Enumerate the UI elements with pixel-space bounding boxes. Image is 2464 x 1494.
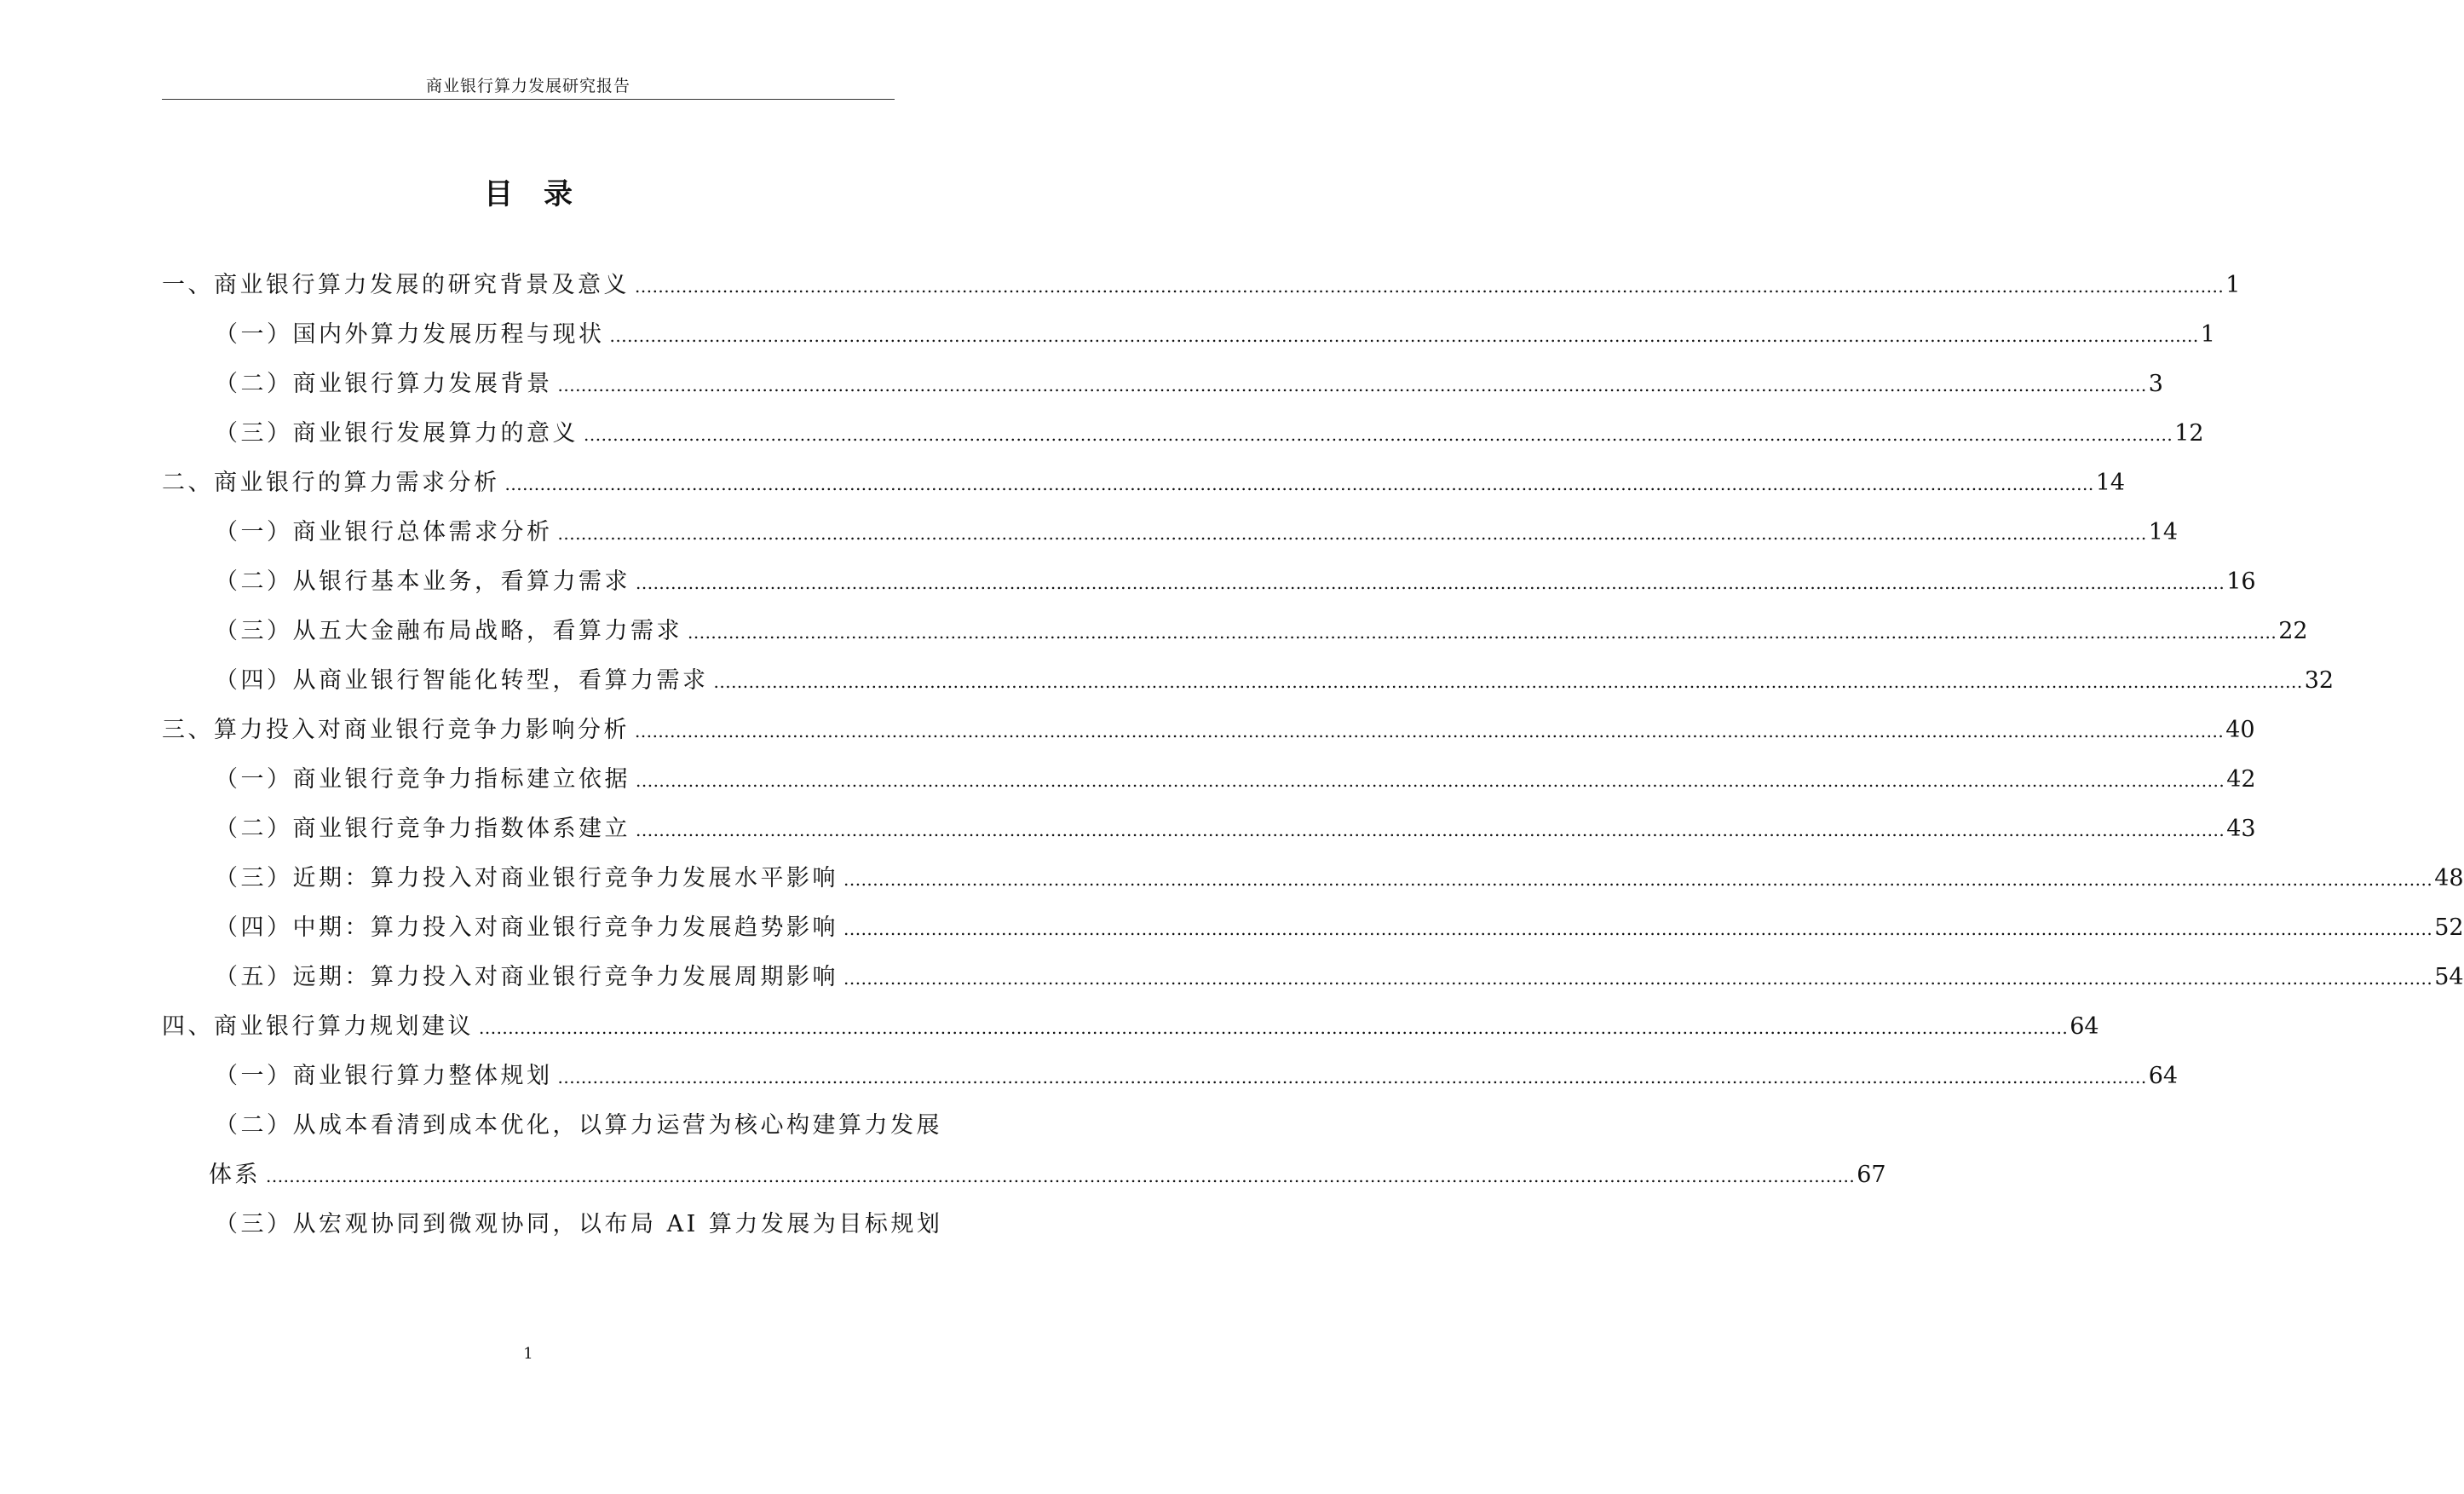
leader-dots: ................................................................................................................................................................................................................................................................................ bbox=[713, 672, 2303, 692]
leader-dots: ................................................................................................................................................................................................................................................................................ bbox=[843, 869, 2433, 890]
toc-entry[interactable] bbox=[215, 661, 2334, 695]
leader-dots: ................................................................................................................................................................................................................................................................................ bbox=[609, 326, 2199, 346]
toc-entry-text: （三）近期：算力投入对商业银行竞争力发展水平影响 bbox=[215, 865, 838, 891]
leader-dots: ................................................................................................................................................................................................................................................................................ bbox=[584, 424, 2173, 445]
toc-entry-wrapped-first-line[interactable]: （三）从宏观协同到微观协同，以布局 AI 算力发展为目标规划 bbox=[215, 1211, 943, 1237]
toc-entry-text: （四）从商业银行智能化转型，看算力需求 bbox=[215, 667, 709, 694]
leader-dots: ................................................................................................................................................................................................................................................................................ bbox=[504, 474, 2094, 494]
toc-entry-text: （一）商业银行竞争力指标建立依据 bbox=[215, 766, 630, 793]
leader-dots: ................................................................................................................................................................................................................................................................................ bbox=[843, 919, 2433, 939]
toc-entry[interactable] bbox=[215, 859, 2464, 893]
leader-dots: ................................................................................................................................................................................................................................................................................ bbox=[636, 573, 2225, 593]
toc-entry[interactable] bbox=[215, 612, 2308, 646]
toc-entry[interactable] bbox=[215, 760, 2256, 794]
toc-entry[interactable] bbox=[215, 562, 2256, 597]
leader-dots: ................................................................................................................................................................................................................................................................................ bbox=[635, 276, 2225, 297]
toc-entry-wrapped-first-line[interactable]: （二）从成本看清到成本优化，以算力运营为核心构建算力发展 bbox=[215, 1112, 942, 1139]
toc-entry[interactable] bbox=[215, 414, 2204, 448]
toc-entry-page: 22 bbox=[2278, 618, 2308, 644]
toc-entry[interactable] bbox=[215, 513, 2179, 547]
leader-dots: ................................................................................................................................................................................................................................................................................ bbox=[557, 523, 2147, 544]
leader-dots: ................................................................................................................................................................................................................................................................................ bbox=[688, 622, 2277, 643]
toc-entry-text: （三）从五大金融布局战略，看算力需求 bbox=[215, 618, 682, 644]
toc-entry-text: 四、商业银行算力规划建议 bbox=[162, 1013, 474, 1040]
leader-dots: ................................................................................................................................................................................................................................................................................ bbox=[266, 1166, 1856, 1186]
toc-entry[interactable] bbox=[162, 464, 2126, 498]
leader-dots: ................................................................................................................................................................................................................................................................................ bbox=[636, 770, 2225, 791]
leader-dots: ................................................................................................................................................................................................................................................................................ bbox=[479, 1018, 2069, 1038]
toc-entry-page: 48 bbox=[2434, 865, 2464, 891]
leader-dots: ................................................................................................................................................................................................................................................................................ bbox=[557, 375, 2147, 395]
toc-entry-page: 54 bbox=[2434, 964, 2464, 990]
toc-entry-page: 52 bbox=[2434, 914, 2464, 941]
toc-entry-text: （一）商业银行算力整体规划 bbox=[215, 1063, 553, 1089]
toc-entry-page: 40 bbox=[2225, 717, 2255, 743]
toc-entry-page: 64 bbox=[2148, 1063, 2179, 1089]
toc-entry-page: 16 bbox=[2226, 568, 2256, 595]
toc-entry-text: （一）商业银行总体需求分析 bbox=[215, 519, 553, 545]
toc-entry[interactable] bbox=[215, 909, 2464, 943]
toc-entry-text: （二）商业银行算力发展背景 bbox=[215, 371, 553, 397]
leader-dots: ................................................................................................................................................................................................................................................................................ bbox=[557, 1067, 2147, 1087]
toc-entry-page: 1 bbox=[2225, 272, 2241, 298]
toc-entry-page: 14 bbox=[2095, 470, 2126, 496]
toc-entry-page: 12 bbox=[2174, 420, 2204, 447]
toc-entry-text: 三、算力投入对商业银行竞争力影响分析 bbox=[162, 717, 630, 743]
toc-entry-page: 43 bbox=[2226, 816, 2256, 842]
toc-entry[interactable] bbox=[215, 365, 2163, 399]
toc-entry-text: 一、商业银行算力发展的研究背景及意义 bbox=[162, 272, 630, 298]
toc-entry-page: 42 bbox=[2226, 766, 2256, 793]
toc-entry-text: （二）商业银行竞争力指数体系建立 bbox=[215, 816, 630, 842]
toc-title-part1: 目 bbox=[484, 177, 513, 211]
toc-title-part2: 录 bbox=[544, 177, 573, 211]
leader-dots: ................................................................................................................................................................................................................................................................................ bbox=[635, 721, 2225, 741]
toc-entry-page: 64 bbox=[2070, 1013, 2099, 1040]
running-header: 商业银行算力发展研究报告 bbox=[425, 77, 630, 95]
toc-entry-continuation[interactable] bbox=[209, 1156, 1886, 1190]
toc-entry-text: 二、商业银行的算力需求分析 bbox=[162, 470, 500, 496]
toc-entry-page: 14 bbox=[2148, 519, 2179, 545]
toc-entry-page: 67 bbox=[1857, 1162, 1886, 1188]
toc-entry-page: 32 bbox=[2304, 667, 2334, 694]
table-of-contents bbox=[162, 0, 2464, 1494]
toc-entry[interactable] bbox=[215, 810, 2256, 844]
leader-dots: ................................................................................................................................................................................................................................................................................ bbox=[843, 968, 2433, 989]
toc-entry[interactable] bbox=[215, 315, 2215, 349]
toc-entry-text: （一）国内外算力发展历程与现状 bbox=[215, 321, 605, 348]
toc-entry-text: （二）从银行基本业务，看算力需求 bbox=[215, 568, 630, 595]
leader-dots: ................................................................................................................................................................................................................................................................................ bbox=[636, 820, 2225, 840]
toc-entry[interactable] bbox=[215, 1057, 2179, 1091]
toc-entry-text: （四）中期：算力投入对商业银行竞争力发展趋势影响 bbox=[215, 914, 838, 941]
page-number: 1 bbox=[523, 1345, 533, 1363]
toc-entry[interactable] bbox=[215, 958, 2464, 992]
toc-entry[interactable] bbox=[162, 266, 2241, 300]
toc-entry-text: （三）商业银行发展算力的意义 bbox=[215, 420, 579, 447]
toc-entry[interactable] bbox=[162, 1007, 2099, 1041]
toc-entry-text: 体系 bbox=[209, 1162, 261, 1188]
toc-entry-page: 1 bbox=[2200, 321, 2215, 348]
toc-entry-text: （五）远期：算力投入对商业银行竞争力发展周期影响 bbox=[215, 964, 838, 990]
toc-entry[interactable] bbox=[162, 711, 2255, 745]
toc-entry-page: 3 bbox=[2148, 371, 2163, 397]
